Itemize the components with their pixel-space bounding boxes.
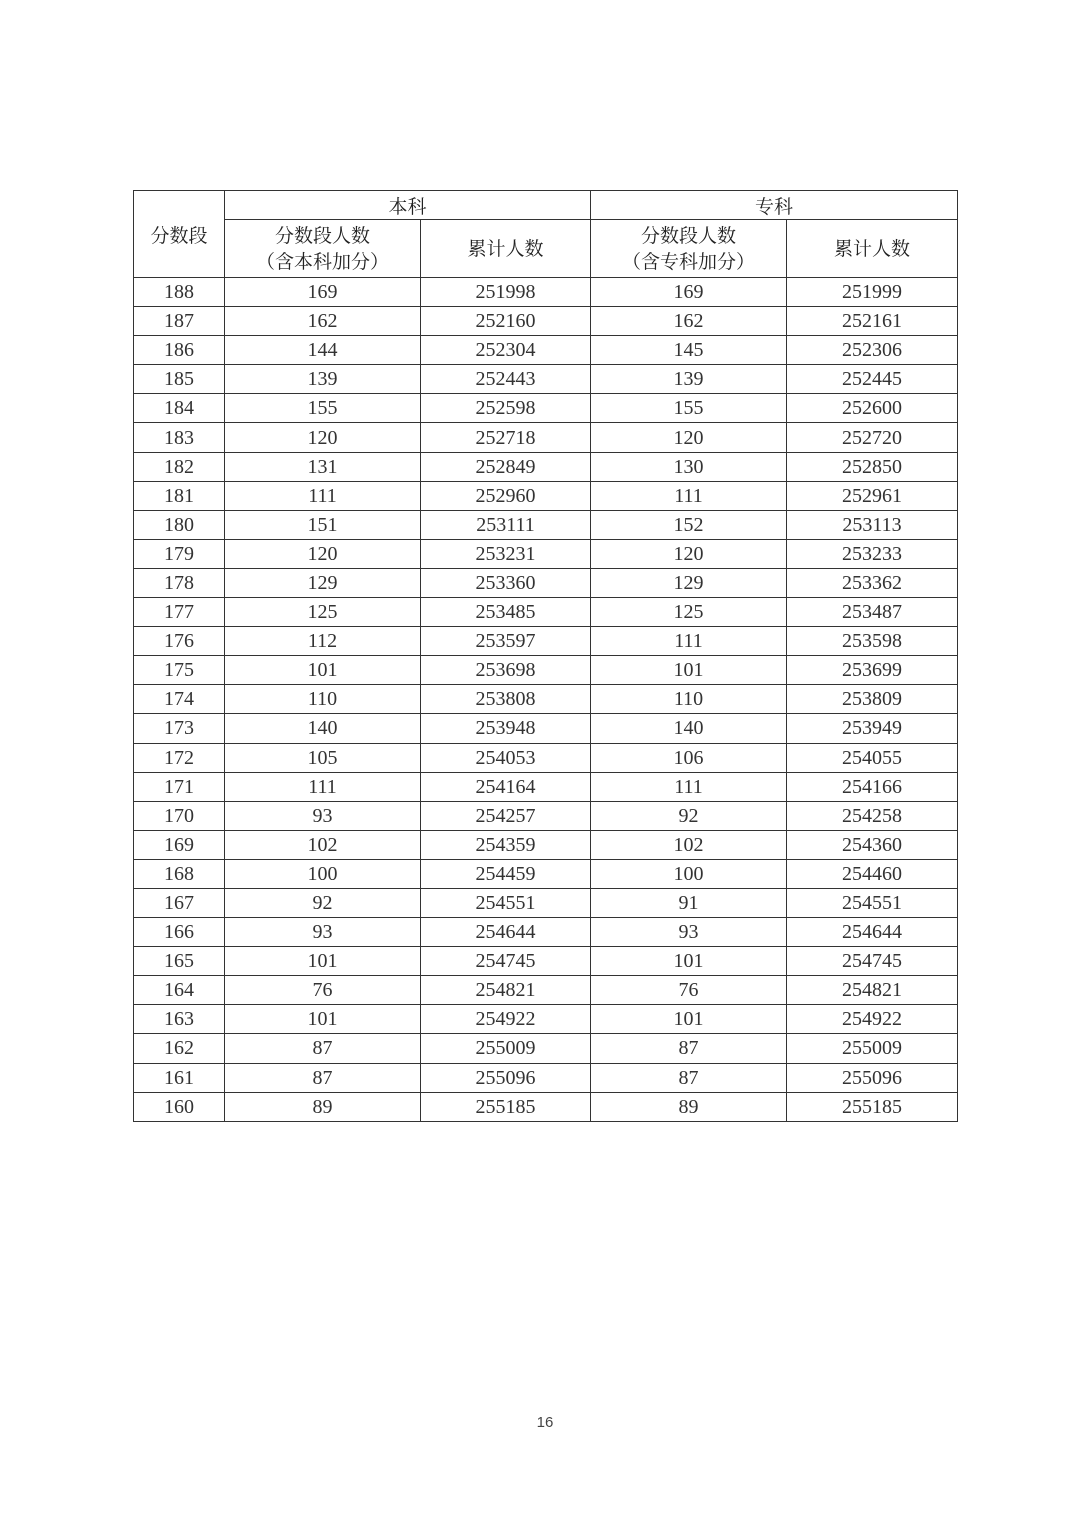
cell-score-band: 167 bbox=[134, 888, 225, 917]
cell-undergrad-cumulative: 254359 bbox=[421, 830, 591, 859]
cell-junior-count: 101 bbox=[591, 656, 787, 685]
cell-junior-cumulative: 252445 bbox=[787, 365, 958, 394]
cell-undergrad-count: 101 bbox=[225, 656, 421, 685]
table-row bbox=[134, 743, 958, 772]
cell-undergrad-count: 105 bbox=[225, 743, 421, 772]
cell-undergrad-cumulative: 254257 bbox=[421, 801, 591, 830]
cell-junior-count: 125 bbox=[591, 598, 787, 627]
cell-undergrad-count: 162 bbox=[225, 307, 421, 336]
header-undergrad-group: 本科 bbox=[225, 191, 591, 220]
table-row bbox=[134, 656, 958, 685]
table-row bbox=[134, 772, 958, 801]
table-row bbox=[134, 365, 958, 394]
table-row bbox=[134, 801, 958, 830]
cell-undergrad-cumulative: 252443 bbox=[421, 365, 591, 394]
cell-undergrad-cumulative: 253808 bbox=[421, 685, 591, 714]
cell-junior-cumulative: 251999 bbox=[787, 278, 958, 307]
table-row bbox=[134, 714, 958, 743]
cell-score-band: 182 bbox=[134, 452, 225, 481]
cell-junior-cumulative: 253809 bbox=[787, 685, 958, 714]
cell-junior-count: 139 bbox=[591, 365, 787, 394]
cell-junior-cumulative: 252600 bbox=[787, 394, 958, 423]
cell-junior-count: 87 bbox=[591, 1034, 787, 1063]
cell-junior-count: 93 bbox=[591, 918, 787, 947]
cell-score-band: 176 bbox=[134, 627, 225, 656]
header-row-groups bbox=[134, 191, 958, 220]
table-row bbox=[134, 685, 958, 714]
table-row bbox=[134, 627, 958, 656]
cell-score-band: 170 bbox=[134, 801, 225, 830]
table-row bbox=[134, 1034, 958, 1063]
cell-undergrad-count: 89 bbox=[225, 1092, 421, 1121]
cell-junior-count: 89 bbox=[591, 1092, 787, 1121]
cell-score-band: 177 bbox=[134, 598, 225, 627]
cell-undergrad-count: 101 bbox=[225, 947, 421, 976]
cell-undergrad-cumulative: 253111 bbox=[421, 510, 591, 539]
cell-junior-count: 110 bbox=[591, 685, 787, 714]
cell-undergrad-count: 102 bbox=[225, 830, 421, 859]
cell-score-band: 173 bbox=[134, 714, 225, 743]
header-junior-cumulative: 累计人数 bbox=[787, 220, 958, 278]
table-row bbox=[134, 859, 958, 888]
cell-undergrad-cumulative: 254745 bbox=[421, 947, 591, 976]
cell-score-band: 183 bbox=[134, 423, 225, 452]
table-row bbox=[134, 394, 958, 423]
page-number: 16 bbox=[536, 1414, 554, 1431]
cell-junior-cumulative: 252850 bbox=[787, 452, 958, 481]
table-row bbox=[134, 1005, 958, 1034]
cell-score-band: 184 bbox=[134, 394, 225, 423]
cell-score-band: 163 bbox=[134, 1005, 225, 1034]
cell-junior-count: 111 bbox=[591, 772, 787, 801]
header-undergrad-count-line1: 分数段人数 bbox=[274, 224, 370, 247]
cell-junior-count: 155 bbox=[591, 394, 787, 423]
cell-undergrad-cumulative: 252160 bbox=[421, 307, 591, 336]
cell-undergrad-count: 110 bbox=[225, 685, 421, 714]
cell-junior-count: 92 bbox=[591, 801, 787, 830]
table-row bbox=[134, 1092, 958, 1121]
cell-junior-cumulative: 255009 bbox=[787, 1034, 958, 1063]
cell-junior-count: 101 bbox=[591, 947, 787, 976]
cell-score-band: 166 bbox=[134, 918, 225, 947]
table-row bbox=[134, 598, 958, 627]
header-score-band: 分数段 bbox=[134, 191, 225, 278]
cell-junior-count: 120 bbox=[591, 423, 787, 452]
cell-undergrad-count: 92 bbox=[225, 888, 421, 917]
cell-junior-count: 87 bbox=[591, 1063, 787, 1092]
cell-junior-count: 140 bbox=[591, 714, 787, 743]
cell-score-band: 180 bbox=[134, 510, 225, 539]
cell-junior-cumulative: 252306 bbox=[787, 336, 958, 365]
cell-undergrad-cumulative: 254644 bbox=[421, 918, 591, 947]
table-row bbox=[134, 481, 958, 510]
cell-junior-cumulative: 253487 bbox=[787, 598, 958, 627]
cell-undergrad-count: 125 bbox=[225, 598, 421, 627]
cell-undergrad-count: 87 bbox=[225, 1034, 421, 1063]
table-row bbox=[134, 1063, 958, 1092]
cell-undergrad-cumulative: 254821 bbox=[421, 976, 591, 1005]
cell-undergrad-count: 93 bbox=[225, 918, 421, 947]
table-body bbox=[134, 278, 958, 1122]
cell-score-band: 187 bbox=[134, 307, 225, 336]
cell-undergrad-count: 120 bbox=[225, 423, 421, 452]
cell-junior-cumulative: 254644 bbox=[787, 918, 958, 947]
cell-junior-count: 111 bbox=[591, 627, 787, 656]
cell-score-band: 179 bbox=[134, 539, 225, 568]
cell-score-band: 160 bbox=[134, 1092, 225, 1121]
cell-junior-cumulative: 252961 bbox=[787, 481, 958, 510]
cell-junior-count: 101 bbox=[591, 1005, 787, 1034]
cell-undergrad-count: 129 bbox=[225, 568, 421, 597]
cell-junior-cumulative: 254055 bbox=[787, 743, 958, 772]
cell-junior-cumulative: 254258 bbox=[787, 801, 958, 830]
header-junior-count-line1: 分数段人数 bbox=[641, 224, 737, 247]
table-row bbox=[134, 918, 958, 947]
cell-score-band: 165 bbox=[134, 947, 225, 976]
cell-junior-count: 106 bbox=[591, 743, 787, 772]
cell-junior-count: 169 bbox=[591, 278, 787, 307]
cell-undergrad-cumulative: 252849 bbox=[421, 452, 591, 481]
table-row bbox=[134, 830, 958, 859]
table-row bbox=[134, 539, 958, 568]
cell-junior-count: 129 bbox=[591, 568, 787, 597]
cell-undergrad-cumulative: 252598 bbox=[421, 394, 591, 423]
cell-undergrad-count: 100 bbox=[225, 859, 421, 888]
cell-undergrad-count: 101 bbox=[225, 1005, 421, 1034]
cell-undergrad-cumulative: 252960 bbox=[421, 481, 591, 510]
cell-junior-cumulative: 254922 bbox=[787, 1005, 958, 1034]
cell-undergrad-count: 155 bbox=[225, 394, 421, 423]
cell-score-band: 178 bbox=[134, 568, 225, 597]
cell-junior-cumulative: 253113 bbox=[787, 510, 958, 539]
cell-junior-cumulative: 252720 bbox=[787, 423, 958, 452]
cell-undergrad-cumulative: 251998 bbox=[421, 278, 591, 307]
table-row bbox=[134, 947, 958, 976]
cell-score-band: 172 bbox=[134, 743, 225, 772]
cell-junior-cumulative: 253949 bbox=[787, 714, 958, 743]
header-undergrad-count-line2: （含本科加分） bbox=[255, 250, 389, 273]
cell-junior-count: 130 bbox=[591, 452, 787, 481]
cell-junior-cumulative: 254551 bbox=[787, 888, 958, 917]
cell-junior-cumulative: 255185 bbox=[787, 1092, 958, 1121]
cell-junior-cumulative: 253233 bbox=[787, 539, 958, 568]
cell-undergrad-cumulative: 253597 bbox=[421, 627, 591, 656]
cell-undergrad-cumulative: 253948 bbox=[421, 714, 591, 743]
cell-score-band: 168 bbox=[134, 859, 225, 888]
cell-score-band: 169 bbox=[134, 830, 225, 859]
cell-junior-cumulative: 254745 bbox=[787, 947, 958, 976]
cell-undergrad-cumulative: 253485 bbox=[421, 598, 591, 627]
cell-junior-count: 102 bbox=[591, 830, 787, 859]
cell-junior-cumulative: 254166 bbox=[787, 772, 958, 801]
cell-undergrad-cumulative: 254053 bbox=[421, 743, 591, 772]
cell-undergrad-count: 131 bbox=[225, 452, 421, 481]
cell-undergrad-cumulative: 252304 bbox=[421, 336, 591, 365]
table-row bbox=[134, 976, 958, 1005]
cell-undergrad-cumulative: 254459 bbox=[421, 859, 591, 888]
cell-junior-count: 100 bbox=[591, 859, 787, 888]
cell-junior-cumulative: 254821 bbox=[787, 976, 958, 1005]
header-junior-count-line2: （含专科加分） bbox=[622, 250, 756, 273]
score-distribution-table bbox=[133, 190, 958, 1122]
cell-undergrad-cumulative: 254922 bbox=[421, 1005, 591, 1034]
cell-undergrad-count: 120 bbox=[225, 539, 421, 568]
cell-junior-count: 145 bbox=[591, 336, 787, 365]
cell-junior-cumulative: 253362 bbox=[787, 568, 958, 597]
cell-undergrad-cumulative: 255009 bbox=[421, 1034, 591, 1063]
header-junior-count bbox=[591, 220, 787, 278]
cell-score-band: 171 bbox=[134, 772, 225, 801]
cell-score-band: 175 bbox=[134, 656, 225, 685]
header-undergrad-count bbox=[225, 220, 421, 278]
cell-score-band: 174 bbox=[134, 685, 225, 714]
table-row bbox=[134, 510, 958, 539]
cell-junior-cumulative: 254360 bbox=[787, 830, 958, 859]
cell-score-band: 162 bbox=[134, 1034, 225, 1063]
cell-undergrad-count: 111 bbox=[225, 481, 421, 510]
table-row bbox=[134, 278, 958, 307]
cell-undergrad-cumulative: 253360 bbox=[421, 568, 591, 597]
cell-score-band: 186 bbox=[134, 336, 225, 365]
cell-undergrad-cumulative: 255096 bbox=[421, 1063, 591, 1092]
cell-undergrad-count: 76 bbox=[225, 976, 421, 1005]
table-row bbox=[134, 888, 958, 917]
table-row bbox=[134, 307, 958, 336]
cell-undergrad-count: 169 bbox=[225, 278, 421, 307]
header-junior-group: 专科 bbox=[591, 191, 958, 220]
cell-junior-count: 111 bbox=[591, 481, 787, 510]
cell-score-band: 161 bbox=[134, 1063, 225, 1092]
table-row bbox=[134, 452, 958, 481]
cell-score-band: 188 bbox=[134, 278, 225, 307]
cell-undergrad-cumulative: 254551 bbox=[421, 888, 591, 917]
cell-junior-count: 76 bbox=[591, 976, 787, 1005]
cell-undergrad-count: 111 bbox=[225, 772, 421, 801]
cell-junior-count: 152 bbox=[591, 510, 787, 539]
cell-undergrad-count: 112 bbox=[225, 627, 421, 656]
cell-undergrad-count: 139 bbox=[225, 365, 421, 394]
cell-junior-cumulative: 253598 bbox=[787, 627, 958, 656]
cell-junior-count: 120 bbox=[591, 539, 787, 568]
cell-junior-cumulative: 252161 bbox=[787, 307, 958, 336]
cell-junior-count: 91 bbox=[591, 888, 787, 917]
cell-undergrad-count: 144 bbox=[225, 336, 421, 365]
cell-score-band: 185 bbox=[134, 365, 225, 394]
cell-undergrad-cumulative: 254164 bbox=[421, 772, 591, 801]
cell-junior-cumulative: 254460 bbox=[787, 859, 958, 888]
cell-undergrad-count: 93 bbox=[225, 801, 421, 830]
header-row-subcolumns bbox=[134, 220, 958, 278]
cell-undergrad-count: 140 bbox=[225, 714, 421, 743]
cell-junior-cumulative: 253699 bbox=[787, 656, 958, 685]
table-row bbox=[134, 336, 958, 365]
cell-score-band: 164 bbox=[134, 976, 225, 1005]
cell-undergrad-count: 151 bbox=[225, 510, 421, 539]
cell-score-band: 181 bbox=[134, 481, 225, 510]
cell-junior-cumulative: 255096 bbox=[787, 1063, 958, 1092]
cell-undergrad-cumulative: 252718 bbox=[421, 423, 591, 452]
header-undergrad-cumulative: 累计人数 bbox=[421, 220, 591, 278]
table-row bbox=[134, 568, 958, 597]
cell-undergrad-cumulative: 253698 bbox=[421, 656, 591, 685]
cell-junior-count: 162 bbox=[591, 307, 787, 336]
cell-undergrad-cumulative: 255185 bbox=[421, 1092, 591, 1121]
cell-undergrad-count: 87 bbox=[225, 1063, 421, 1092]
cell-undergrad-cumulative: 253231 bbox=[421, 539, 591, 568]
table-row bbox=[134, 423, 958, 452]
table-header bbox=[134, 191, 958, 278]
